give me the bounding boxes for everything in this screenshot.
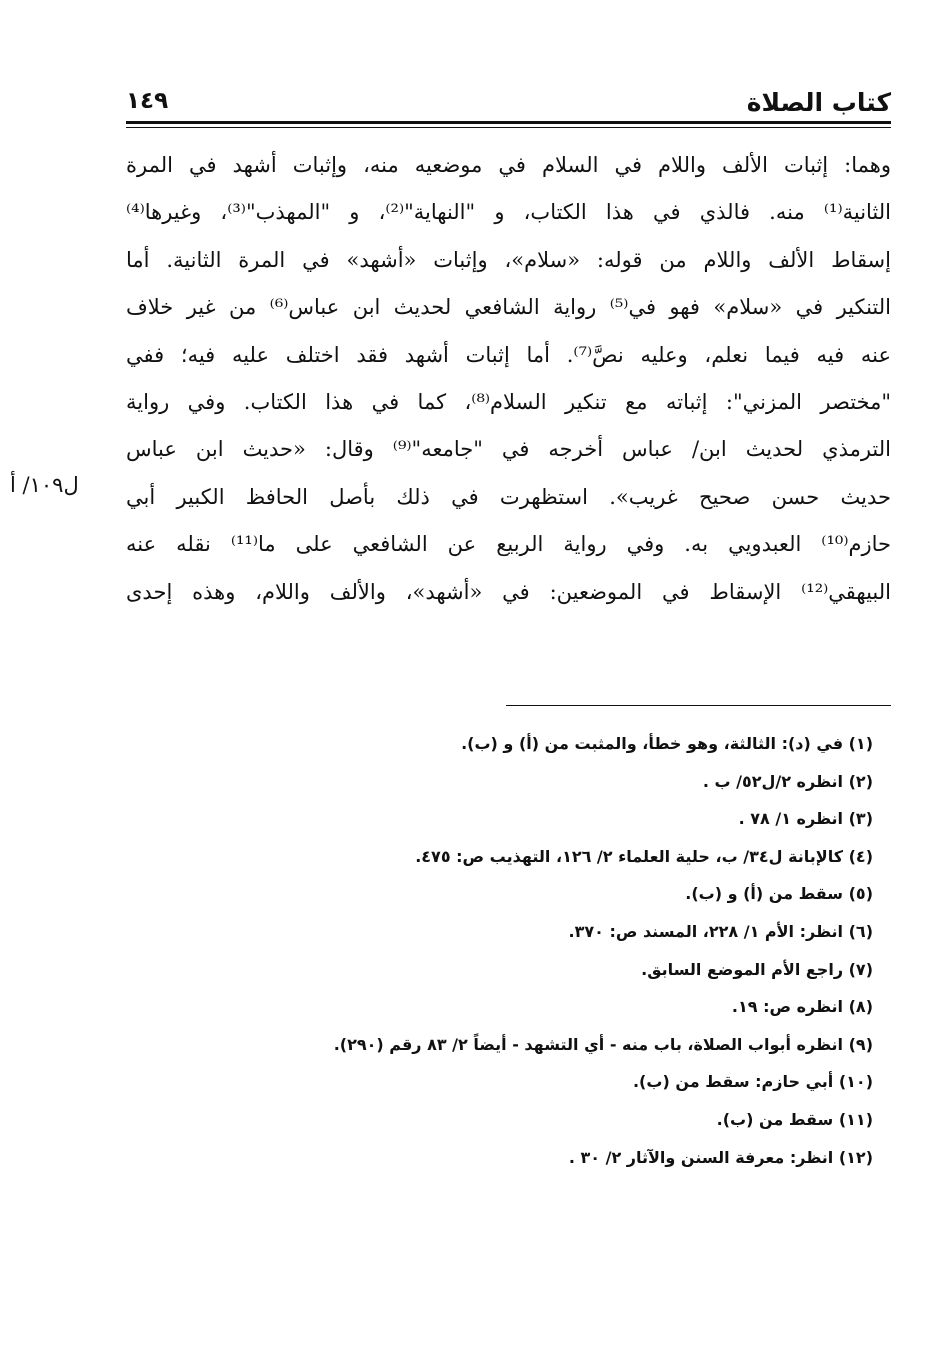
footnote: (٢) انظره ٢/ل٥٢/ ب . xyxy=(702,771,873,791)
header-rule-thick xyxy=(126,121,891,124)
footnote: (٩) انظره أبواب الصلاة، باب منه - أي التشهد - أيضاً ٢/ ٨٣ رقم (٢٩٠). xyxy=(333,1034,873,1054)
text-line: حديث حسن صحيح غريب». استظهرت في ذلك بأصل الحافظ الكبير أبي xyxy=(126,484,891,509)
footnote: (٤) كالإبانة ل٣٤/ ب، حلية العلماء ٢/ ١٢٦، التهذيب ص: ٤٧٥. xyxy=(415,846,873,866)
page-number: ١٤٩ xyxy=(126,88,169,114)
text-line: وهما: إثبات الألف واللام في السلام في موضعيه منه، وإثبات أشهد في المرة xyxy=(126,153,891,177)
text-line: حازم⁽¹⁰⁾ العبدويي به. وفي رواية الربيع عن الشافعي على ما⁽¹¹⁾ نقله عنه xyxy=(126,532,891,557)
footnote: (١٠) أبي حازم: سقط من (ب). xyxy=(632,1072,873,1092)
text-line: البيهقي⁽¹²⁾ الإسقاط في الموضعين: في «أشهد»، والألف واللام، وهذه إحدى xyxy=(126,579,891,604)
footnote: (١٢) انظر: معرفة السنن والآثار ٢/ ٣٠ . xyxy=(568,1147,873,1167)
footnote: (٧) راجع الأم الموضع السابق. xyxy=(641,959,873,979)
text-line: "مختصر المزني": إثباته مع تنكير السلام⁽⁸⁾، كما في هذا الكتاب. وفي رواية xyxy=(126,389,891,414)
footnote: (٨) انظره ص: ١٩. xyxy=(731,997,873,1017)
footnote: (١) في (د): الثالثة، وهو خطأ، والمثبت من (أ) و (ب). xyxy=(461,734,873,753)
running-header xyxy=(126,88,891,118)
text-line: الثانية⁽¹⁾ منه. فالذي في هذا الكتاب، و "النهاية"⁽²⁾، و "المهذب"⁽³⁾، وغيرها⁽⁴⁾ xyxy=(126,200,891,225)
footnote: (٣) انظره ١/ ٧٨ . xyxy=(738,809,873,829)
manuscript-folio-note: ل١٠٩/ أ xyxy=(10,473,79,497)
text-line: التنكير في «سلام» فهو في⁽⁵⁾ رواية الشافعي لحديث ابن عباس⁽⁶⁾ من غير خلاف xyxy=(126,295,891,320)
footnote: (٥) سقط من (أ) و (ب). xyxy=(685,884,873,904)
header-rule-thin xyxy=(126,127,891,128)
chapter-title: كتاب الصلاة xyxy=(746,88,891,117)
text-line: عنه فيه فيما نعلم، وعليه نصَّ⁽⁷⁾. أما إثبات أشهد فقد اختلف عليه فيه؛ ففي xyxy=(126,342,891,367)
footnote-separator xyxy=(506,705,891,706)
text-line: إسقاط الألف واللام من قوله: «سلام»، وإثبات «أشهد» في المرة الثانية. أما xyxy=(126,247,891,272)
footnote: (١١) سقط من (ب). xyxy=(716,1109,873,1129)
text-line: الترمذي لحديث ابن/ عباس أخرجه في "جامعه"⁽⁹⁾ وقال: «حديث ابن عباس xyxy=(126,437,891,462)
main-text xyxy=(126,142,891,616)
footnotes xyxy=(126,725,891,1176)
footnote: (٦) انظر: الأم ١/ ٢٢٨، المسند ص: ٣٧٠. xyxy=(568,921,873,941)
